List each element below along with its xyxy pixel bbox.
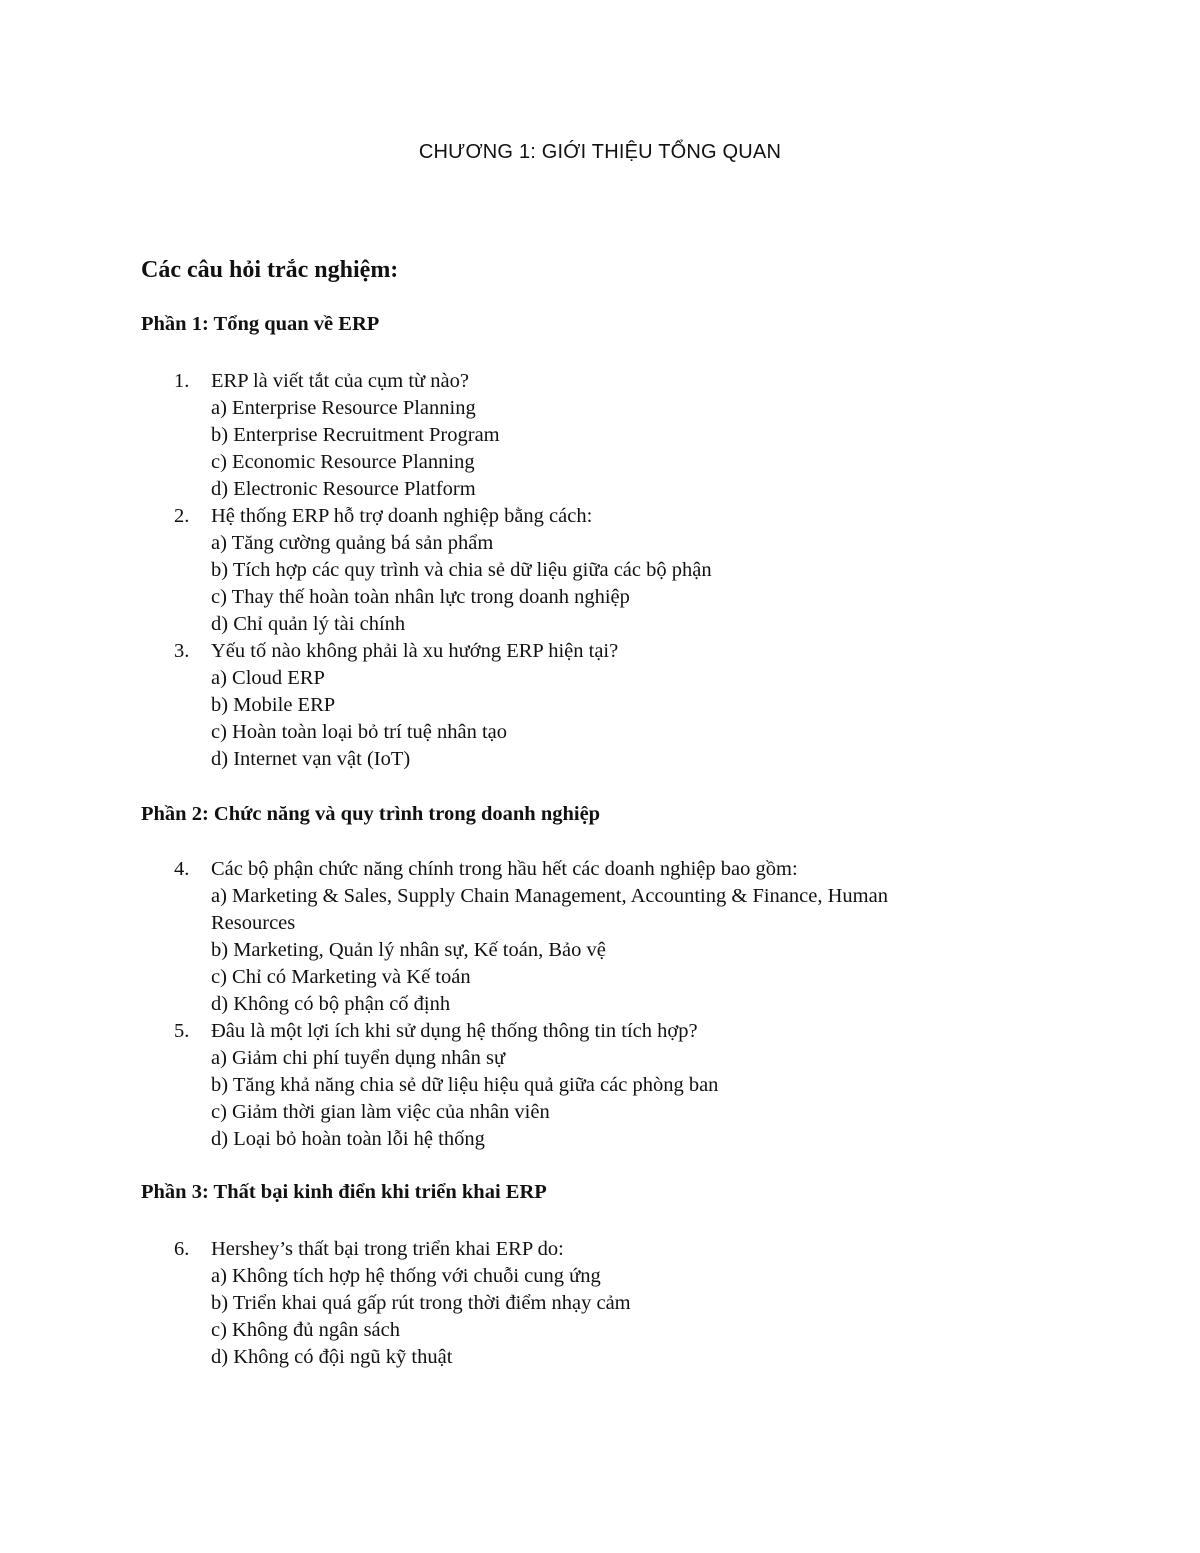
option: a) Không tích hợp hệ thống với chuỗi cung ứng — [211, 1265, 601, 1287]
question-text: Đâu là một lợi ích khi sử dụng hệ thống thông tin tích hợp? — [211, 1020, 698, 1042]
question-2 — [141, 503, 1041, 638]
option: b) Enterprise Recruitment Program — [211, 424, 500, 446]
question-list-3 — [141, 1236, 1041, 1371]
question-text: ERP là viết tắt của cụm từ nào? — [211, 370, 469, 392]
question-6 — [141, 1236, 1041, 1371]
main-heading: Các câu hỏi trắc nghiệm: — [141, 257, 399, 283]
question-4 — [141, 856, 1041, 1018]
question-number: 3. — [174, 640, 190, 662]
option: d) Loại bỏ hoàn toàn lỗi hệ thống — [211, 1128, 485, 1150]
option: d) Chỉ quản lý tài chính — [211, 613, 406, 635]
option: a) Giảm chi phí tuyển dụng nhân sự — [211, 1047, 506, 1069]
option: b) Tăng khả năng chia sẻ dữ liệu hiệu quả giữa các phòng ban — [211, 1074, 719, 1096]
option: d) Không có đội ngũ kỹ thuật — [211, 1346, 453, 1368]
option: c) Chỉ có Marketing và Kế toán — [211, 966, 471, 988]
question-3 — [141, 638, 1041, 773]
option: c) Giảm thời gian làm việc của nhân viên — [211, 1101, 550, 1123]
question-text: Hershey’s thất bại trong triển khai ERP do: — [211, 1238, 564, 1260]
option: b) Triển khai quá gấp rút trong thời điểm nhạy cảm — [211, 1292, 631, 1314]
question-list-1 — [141, 368, 1041, 773]
option: c) Không đủ ngân sách — [211, 1319, 401, 1341]
option: d) Internet vạn vật (IoT) — [211, 748, 411, 770]
question-number: 6. — [174, 1238, 190, 1260]
question-number: 5. — [174, 1020, 190, 1042]
question-number: 2. — [174, 505, 190, 527]
question-list-2 — [141, 856, 1041, 1153]
option: c) Economic Resource Planning — [211, 451, 475, 473]
section-heading-3: Phần 3: Thất bại kinh điển khi triển khai ERP — [141, 1181, 547, 1203]
option: a) Marketing & Sales, Supply Chain Management, Accounting & Finance, Human — [211, 885, 888, 907]
chapter-title: CHƯƠNG 1: GIỚI THIỆU TỔNG QUAN — [418, 141, 782, 163]
option: a) Cloud ERP — [211, 667, 325, 689]
option: b) Marketing, Quản lý nhân sự, Kế toán, Bảo vệ — [211, 939, 606, 961]
section-heading-2: Phần 2: Chức năng và quy trình trong doanh nghiệp — [141, 803, 601, 825]
option: b) Tích hợp các quy trình và chia sẻ dữ liệu giữa các bộ phận — [211, 559, 712, 581]
option: d) Electronic Resource Platform — [211, 478, 476, 500]
question-text: Hệ thống ERP hỗ trợ doanh nghiệp bằng cách: — [211, 505, 593, 527]
option: c) Hoàn toàn loại bỏ trí tuệ nhân tạo — [211, 721, 508, 743]
question-number: 4. — [174, 858, 190, 880]
option-continuation: Resources — [211, 912, 296, 934]
question-text: Các bộ phận chức năng chính trong hầu hết các doanh nghiệp bao gồm: — [211, 858, 798, 880]
option: d) Không có bộ phận cố định — [211, 993, 451, 1015]
section-heading-1: Phần 1: Tổng quan về ERP — [141, 313, 380, 335]
option: c) Thay thế hoàn toàn nhân lực trong doanh nghiệp — [211, 586, 630, 608]
question-1 — [141, 368, 1041, 503]
option: a) Tăng cường quảng bá sản phẩm — [211, 532, 494, 554]
question-number: 1. — [174, 370, 190, 392]
question-text: Yếu tố nào không phải là xu hướng ERP hiện tại? — [211, 640, 619, 662]
option: a) Enterprise Resource Planning — [211, 397, 476, 419]
option: b) Mobile ERP — [211, 694, 336, 716]
question-5 — [141, 1018, 1041, 1153]
